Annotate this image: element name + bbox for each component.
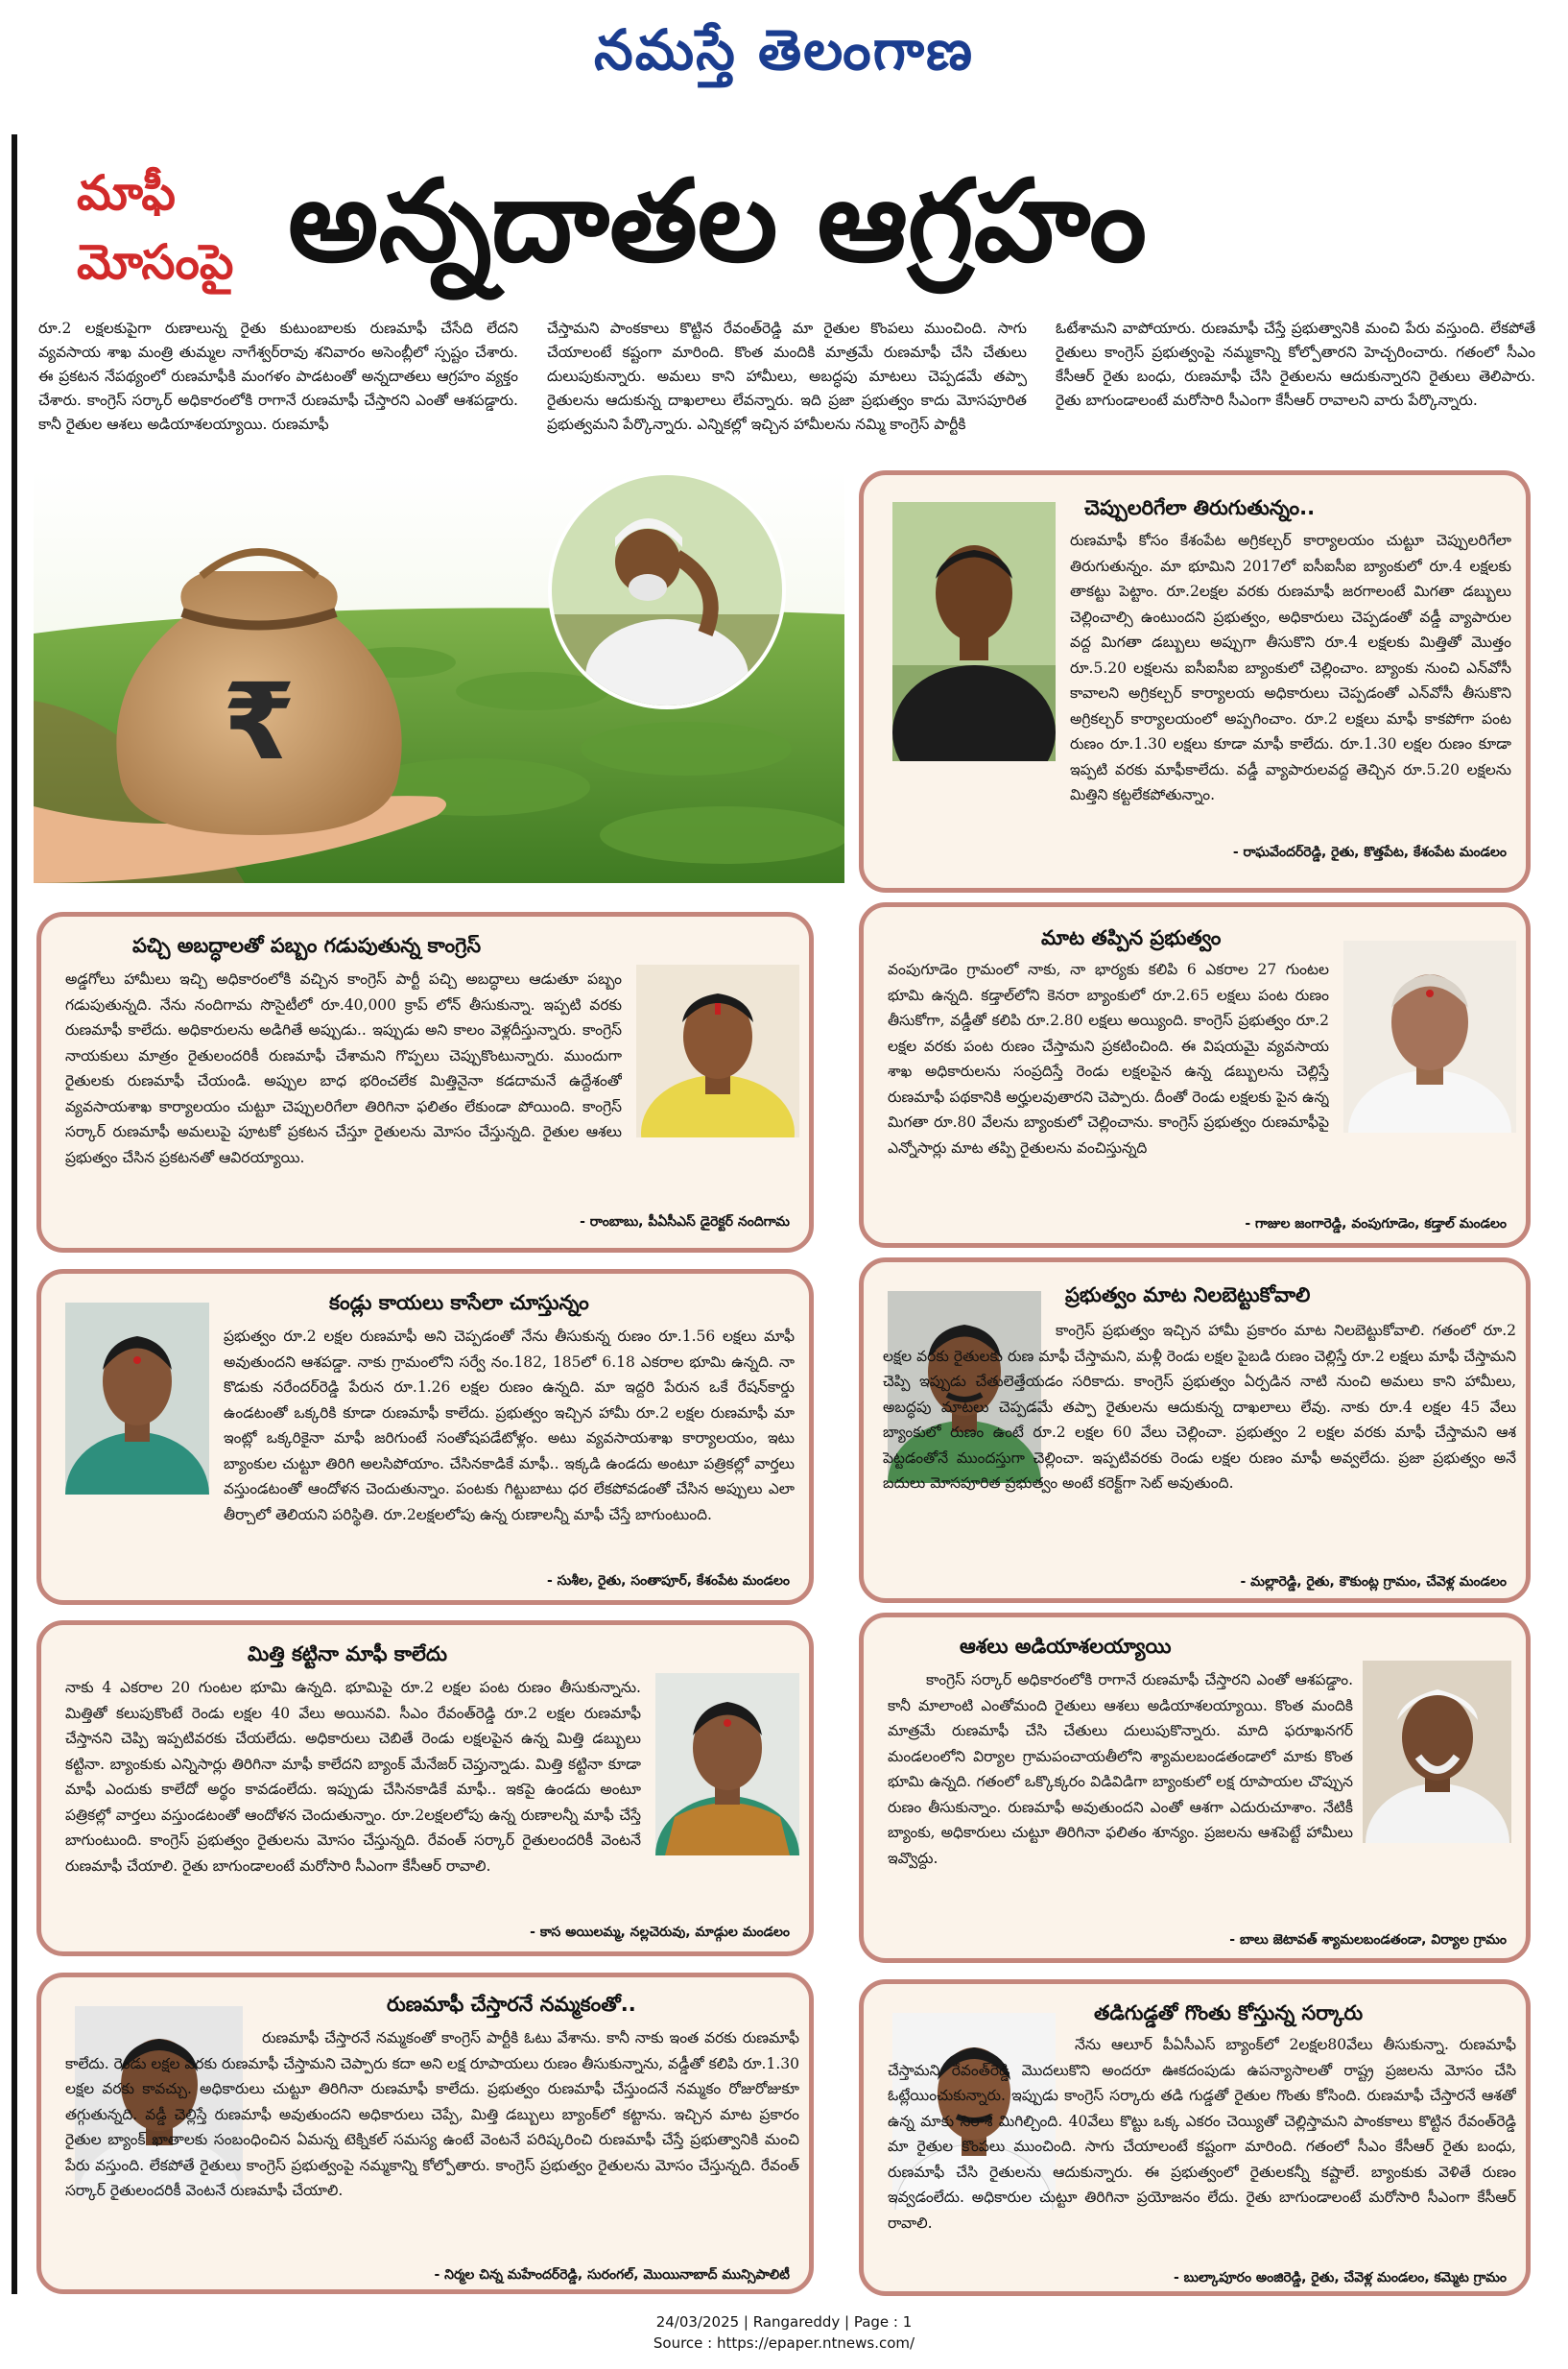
masthead: నమస్తే తెలంగాణ: [594, 17, 974, 83]
card-4-body: ప్రభుత్వం రూ.2 లక్షల రుణమాఫీ అని చెప్పడంతో నేను తీసుకున్న రుణం రూ.1.56 లక్షలు మాఫీ అవుతుందని ఆశపడ్డా. నాకు గ్రామంలోని సర్వే నం.182, 185లో 6.18 ఎకరాల భూమి ఉన్నది. నా కొడుకు నరేందర్‌రెడ్డి పేరున రూ.1.26 లక్షల రుణం ఉన్నది. మా ఇద్దరి పేరున ఒకే రేషన్‌కార్డు ఉండటంతో ఒక్కరికి కూడా రుణమాఫీ కాలేదు. ప్రభుత్వం ఇచ్చిన హామీ రూ.2 లక్షల రుణమాఫీ మా ఇంట్లో ఒక్కరికైనా మాఫీ జరిగుంటే సంతోషపడేటోళ్లం. అటు వ్యవసాయశాఖ కార్యాలయం, ఇటు బ్యాంకుల చుట్టూ తిరిగి అలసిపోయాం. చేసినకాడికే మాఫీ.. ఇక్కడి ఉండదు అంటూ పత్రికల్లో వార్తలు వస్తుండటంతో ఆందోళన చెందుతున్నాం. పంటకు గిట్టుబాటు ధర లేకపోవడంతో చేసిన అప్పులు ఎలా తీర్చాలో తెలియని పరిస్థితి. రూ.2లక్షలలోపు ఉన్న రుణాలన్నీ మాఫీ చేస్తే బాగుంటుంది.: [224, 1328, 795, 1523]
card-3-credit: - గాజుల జంగారెడ్డి, వంపుగూడెం, కడ్తాల్ మండలం: [1245, 1216, 1507, 1232]
card-2-title: పచ్చి అబద్ధాలతో పబ్బం గడుపుతున్న కాంగ్రెస్: [132, 934, 482, 957]
lead-column-3: ఓటేశామని వాపోయారు. రుణమాఫీ చేస్తే ప్రభుత్వానికి మంచి పేరు వస్తుంది. లేకపోతే రైతులు కాంగ్రెస్ ప్రభుత్వంపై నమ్మకాన్ని కోల్పోతారని హెచ్చరించారు. గతంలో సీఎం కేసీఆర్ రైతు బంధు, రుణమాఫీ చేసి రైతులను ఆదుకున్నారని రైతులు తెలిపారు. రైతు బాగుండాలంటే మరోసారి సీఎంగా కేసీఆర్ రావాలని వారు పేర్కొన్నారు.: [1056, 320, 1535, 409]
card-2-body: అడ్డగోలు హామీలు ఇచ్చి అధికారంలోకి వచ్చిన కాంగ్రెస్ పార్టీ పచ్చి అబద్ధాలు ఆడుతూ పబ్బం గడుపుతున్నది. నేను నందిగామ సొసైటీలో రూ.40,000 క్రాప్ లోన్ తీసుకున్నా. ఇప్పటి వరకు రుణమాఫీ కాలేదు. అధికారులను అడిగితే అప్పుడు.. ఇప్పుడు అని కాలం వెళ్లదీస్తున్నారు. కాంగ్రెస్ నాయకులు మాత్రం రైతులందరికీ రుణమాఫీ చేశామని గొప్పలు చెప్పుకొంటున్నారు. ముందుగా రైతులకు రుణమాఫీ చేయండి. అప్పుల బాధ భరించలేక మిత్తినైనా కడదామనే ఉద్దేశంతో వ్యవసాయశాఖ కార్యాలయం చుట్టూ చెప్పులరిగేలా తిరిగినా ఫలితం లేకుండా పోయింది. కాంగ్రెస్ సర్కార్ రుణమాఫీ అమలుపై పూటకో ప్రకటన చేస్తూ రైతులను మోసం చేస్తున్నది. రైతుల ఆశలు ప్రభుత్వం చేసిన ప్రకటనతో ఆవిరయ్యాయి.: [65, 970, 622, 1166]
card-7-person-image: [1363, 1661, 1511, 1843]
card-5-title: ప్రభుత్వం మాట నిలబెట్టుకోవాలి: [1065, 1283, 1311, 1306]
page-footer: [0, 2311, 1568, 2354]
card-6-credit: - కాస అయిలమ్మ, నల్లచెరువు, మాడ్గుల మండలం: [530, 1925, 790, 1940]
testimony-card-3: [859, 902, 1531, 1248]
svg-text:₹: ₹: [222, 660, 297, 783]
card-1-photo: [892, 502, 1056, 761]
headline-main: అన్నదాతల ఆగ్రహం: [288, 155, 1147, 287]
lead-column-2: చేస్తామని పాంకకాలు కొట్టిన రేవంత్‌రెడ్డి మా రైతుల కొంపలు ముంచింది. సాగు చేయాలంటే కష్టంగా మారింది. కొంత మందికి మాత్రమే రుణమాఫీ చేసి చేతులు దులుపుకున్నారు. అమలు కాని హామీలు, అబద్ధపు మాటలు చెప్పడమే తప్పా రైతులను ఆదుకున్న దాఖలాలు లేవన్నారు. ఇది ప్రజా ప్రభుత్వం కాదు మోసపూరిత ప్రభుత్వమని పేర్కొన్నారు. ఎన్నికల్లో ఇచ్చిన హామీలను నమ్మి కాంగ్రెస్ పార్టీకి: [547, 320, 1027, 433]
card-1-title: చెప్పులరిగేలా తిరుగుతున్నం..: [1084, 496, 1316, 519]
footer-edition-info: 24/03/2025 | Rangareddy | Page : 1: [655, 2313, 913, 2331]
testimony-card-5: [859, 1257, 1531, 1603]
card-8-credit: - నిర్మల చిన్న మహేందర్‌రెడ్డి, సురంగల్, మొయినాబాద్ మున్సిపాలిటీ: [434, 2267, 790, 2283]
lead-column-1: రూ.2 లక్షలకుపైగా రుణాలున్న రైతు కుటుంబాలకు రుణమాఫీ చేసేది లేదని వ్యవసాయ శాఖ మంత్రి తుమ్మల నాగేశ్వర్‌రావు శనివారం అసెంబ్లీలో స్పష్టం చేశారు. ఈ ప్రకటన నేపథ్యంలో రుణమాఫీకి మంగళం పాడటంతో అన్నదాతలు ఆగ్రహం వ్యక్తం చేశారు. కాంగ్రెస్ సర్కార్ అధికారంలోకి రాగానే రుణమాఫీ చేస్తారని ఎంతో ఆశపడ్డారు. కానీ రైతుల ఆశలు అడియాశలయ్యాయి. రుణమాఫీ: [38, 320, 518, 433]
card-5-credit: - మల్లారెడ్డి, రైతు, కౌకుంట్ల గ్రామం, చేవెళ్ల మండలం: [1240, 1574, 1507, 1590]
card-6-person-image: [655, 1673, 799, 1855]
card-3-title: మాట తప్పిన ప్రభుత్వం: [1041, 926, 1222, 949]
card-1-credit: - రాఘవేందర్‌రెడ్డి, రైతు, కొత్తపేట, కేశంపేట మండలం: [1232, 845, 1507, 860]
testimony-card-7: [859, 1613, 1531, 1963]
testimony-card-4: [36, 1269, 814, 1605]
card-8-title: రుణమాఫీ చేస్తారనే నమ్మకంతో..: [387, 1993, 636, 2016]
headline-kicker: [77, 158, 288, 297]
card-2-person-image: [636, 965, 799, 1137]
card-7-title: ఆశలు అడియాశలయ్యాయి: [960, 1635, 1172, 1658]
card-2-credit: - రాంబాబు, పీఏసీఎస్ డైరెక్టర్ నందిగామ: [580, 1214, 790, 1230]
testimony-card-2: [36, 912, 814, 1253]
card-6-title: మిత్తి కట్టినా మాఫీ కాలేదు: [248, 1642, 447, 1665]
card-9-credit: - బుల్కాపూరం అంజిరెడ్డి, రైతు, చేవెళ్ల మండలం, కమ్మెట గ్రామం: [1173, 2270, 1507, 2285]
card-9-title: తడిగుడ్డతో గొంతు కోస్తున్న సర్కారు: [1094, 2001, 1364, 2024]
card-3-person-image: [1343, 941, 1516, 1133]
card-2-photo: [636, 965, 799, 1137]
testimony-card-1: [859, 470, 1531, 893]
headline-kicker-line-1: మాఫీ: [77, 165, 176, 221]
card-9-body: నేను ఆలూర్ పీఏసీఎస్ బ్యాంక్‌లో 2లక్షల80వేలు తీసుకున్నా. రుణమాఫీ చేస్తామని రేవంత్‌రెడ్డి మొదలుకొని అందరూ ఊకదంపుడు ఉపన్యాసాలతో రాష్ట్ర ప్రజలను మోసం చేసి ఓట్లేయించుకున్నారు. ఇప్పుడు కాంగ్రెస్ సర్కారు తడి గుడ్డతో రైతుల గొంతు కోసింది. రుణమాఫీ చేస్తారనే ఆశతో ఉన్న మాకు నిరాశే మిగిల్చింది. 40వేలు కొట్టు ఒక్క ఎకరం చెయ్యితో చెల్లిస్తామని పాంకకాలు కొట్టిన రేవంత్‌రెడ్డి మా రైతుల కొంపలు ముంచింది. సాగు చేయాలంటే కష్టంగా మారింది. గతంలో సీఎం కేసీఆర్ రైతు బంధు, రుణమాఫీ చేసి రైతులను ఆదుకున్నారు. ఈ ప్రభుత్వంలో రైతులకన్నీ కష్టాలే. బ్యాంకుకు వెళితే రుణం ఇవ్వడంలేదు. అధికారుల చుట్టూ తిరిగినా ప్రయోజనం లేదు. రైతు బాగుండాలంటే మరోసారి సీఎంగా కేసీఆర్ రావాలి.: [888, 2036, 1516, 2232]
hero-illustration: [34, 470, 844, 883]
card-1-person-image: [892, 502, 1056, 761]
testimony-card-9: [859, 1979, 1531, 2296]
card-6-body: నాకు 4 ఎకరాల 20 గుంటల భూమి ఉన్నది. భూమిపై రూ.2 లక్షల పంట రుణం తీసుకున్నాను. మిత్తితో కలుపుకొంటే రెండు లక్షల 40 వేలు అయినవి. సీఎం రేవంత్‌రెడ్డి రూ.2 లక్షల రుణమాఫీ చేస్తానని చెప్పి ఇప్పటివరకు చేయలేదు. అధికారులు చెబితే రెండు లక్షలపైన ఉన్న మిత్తి డబ్బులు కట్టినా. బ్యాంకుకు ఎన్నిసార్లు తిరిగినా మాఫీ కాలేదని బ్యాంక్ మేనేజర్ చెప్తున్నాడు. మిత్తి కట్టినా కూడా మాఫీ ఎందుకు కాలేదో అర్థం కావడంలేదు. ఇప్పుడు చేసినకాడికే మాఫీ.. ఇకపై ఉండదు అంటూ పత్రికల్లో వార్తలు వస్తుండటంతో ఆందోళన చెందుతున్నాం. రూ.2లక్షలలోపు ఉన్న రుణాలన్నీ మాఫీ చేస్తే బాగుంటుంది. కాంగ్రెస్ ప్రభుత్వం రైతులను మోసం చేస్తున్నది. రేవంత్ సర్కార్ రైతులందరికీ వెంటనే రుణమాఫీ చేయాలి. రైతు బాగుండాలంటే మరోసారి సీఎంగా కేసీఆర్ రావాలి.: [65, 1679, 641, 1875]
card-7-credit: - బాలు జెటావత్ శ్యామలబండతండా, విర్యాల గ్రామం: [1229, 1932, 1507, 1948]
card-6-photo: [655, 1673, 799, 1855]
card-4-title: కండ్లు కాయలు కాసేలా చూస్తున్నం: [329, 1291, 589, 1314]
card-7-body: కాంగ్రెస్ సర్కార్ అధికారంలోకి రాగానే రుణమాఫీ చేస్తారని ఎంతో ఆశపడ్డాం. కానీ మాలాంటి ఎంతోమంది రైతులు ఆశలు అడియాశలయ్యాయి. కొంత మందికి మాత్రమే రుణమాఫీ చేసి చేతులు దులుపుకొన్నారు. మాది ఫరూఖనగర్ మండలంలోని విర్యాల గ్రామపంచాయతీలోని శ్యామలబండతండాలో మాకు కొంత భూమి ఉన్నది. గతంలో ఒక్కొక్కరం విడివిడిగా బ్యాంకులో లక్ష రూపాయల చొప్పున రుణం తీసుకున్నాం. రుణమాఫీ అవుతుందని ఎంతో ఆశగా ఎదురుచూశాం. నేటికీ బ్యాంకు, అధికారులు చుట్టూ తిరిగినా ఫలితం శూన్యం. ప్రజలను ఆశపెట్టే హామీలు ఇవ్వొద్దు.: [888, 1671, 1353, 1867]
testimony-card-8: [36, 1973, 814, 2294]
card-8-body: రుణమాఫీ చేస్తారనే నమ్మకంతో కాంగ్రెస్ పార్టీకి ఓటు వేశాను. కానీ నాకు ఇంత వరకు రుణమాఫీ కాలేదు. రెండు లక్షల వరకు రుణమాఫీ చేస్తామని చెప్పారు కదా అని లక్ష రూపాయలు రుణం తీసుకున్నాను, వడ్డీతో కలిపి రూ.1.30 లక్షల వరకు కావచ్చు. అధికారులు చుట్టూ తిరిగినా రుణమాఫీ కాలేదు. ప్రభుత్వం రుణమాఫీ చేస్తుందనే నమ్మకం రోజురోజుకూ తగ్గుతున్నది. వడ్డీ చెల్లిస్తే రుణమాఫీ అవుతుందని అధికారులు చెప్పే, మిత్తి డబ్బులు బ్యాంక్‌లో కట్టాను. ఇచ్చిన మాట ప్రకారం రైతుల బ్యాంక్ ఖాతాలకు సంబంధించిన ఏమన్న టెక్నికల్ సమస్య ఉంటే వెంటనే పరిష్కరించి రుణమాఫీ చేస్తే ప్రభుత్వానికి మంచి పేరు వస్తుంది. లేకపోతే రైతులు కాంగ్రెస్ ప్రభుత్వంపై నమ్మకాన్ని కోల్పోతారు. కాంగ్రెస్ ప్రభుత్వం రైతులను మోసం చేస్తున్నది. రేవంత్ సర్కార్ రైతులందరికీ వెంటనే రుణమాఫీ చేయాలి.: [65, 2029, 799, 2199]
card-4-credit: - సుశీల, రైతు, సంతాపూర్, కేశంపేట మండలం: [546, 1573, 790, 1589]
card-5-body: కాంగ్రెస్ ప్రభుత్వం ఇచ్చిన హామీ ప్రకారం మాట నిలబెట్టుకోవాలి. గతంలో రూ.2 లక్షల వరకు రైతులకు రుణ మాఫీ చేస్తామని, మళ్లీ రెండు లక్షల పైబడి రుణం చెల్లిస్తే రూ.2 లక్షలు మాఫీ చేస్తామని చెప్పి ఇప్పుడు చేతులెత్తేయడం సరికాదు. కాంగ్రెస్ ప్రభుత్వం ఏర్పడిన నాటి నుంచి అమలు కాని హామీలు, అబద్ధపు మాటలు చెప్పడమే తప్పా రైతులను ఆదుకున్న దాఖలాలు లేవు. నాకు రూ.4 లక్షల 45 వేలు బ్యాంకులో రుణం ఉంటే రూ.2 లక్షల 60 వేలు చెల్లించా. ప్రభుత్వం 2 లక్షల వరకు మాఫీ చేస్తామని ఆశ పెట్టడంతోనే ముందస్తుగా చెల్లించా. ఇప్పటివరకు రెండు లక్షల రుణం మాఫీ అవ్వలేదు. ప్రజా ప్రభుత్వం అనే బదులు మోసపూరిత ప్రభుత్వం అంటే కరెక్ట్‌గా సెట్ అవుతుంది.: [883, 1322, 1516, 1492]
hero-illustration-svg: [34, 470, 844, 883]
card-1-body: రుణమాఫీ కోసం కేశంపేట అగ్రికల్చర్ కార్యాలయం చుట్టూ చెప్పులరిగేలా తిరుగుతున్నం. మా భూమిని 2017లో ఐసీఐసీఐ బ్యాంకులో రూ.4 లక్షలకు తాకట్టు పెట్టాం. రూ.2లక్షల వరకు రుణమాఫీ జరగాలంటే మిగతా డబ్బులు చెల్లించాల్సి ఉంటుందని ప్రభుత్వం, అధికారులు చెప్పడంతో వడ్డీ వ్యాపారుల వద్ద మిగతా డబ్బులు అప్పుగా తీసుకొని రూ.4 లక్షలకు మిత్తితో మొత్తం రూ.5.20 లక్షలను ఐసీఐసీఐ బ్యాంకులో చెల్లించాం. బ్యాంకు నుంచి ఎన్‌వోసీ కావాలని అగ్రికల్చర్ కార్యాలయ అధికారులు చెప్పడంతో ఎన్‌వోసీ తీసుకొని అగ్రికల్చర్ కార్యాలయంలో అప్పగించాం. రూ.2 లక్షలు మాఫీ కాకపోగా పంట రుణం రూ.1.30 లక్షలు కూడా మాఫీ కాలేదు. రూ.1.30 లక్షల రుణం కూడా ఇప్పటి వరకు మాఫీకాలేదు. వడ్డీ వ్యాపారులవద్ద తెచ్చిన రూ.5.20 లక్షలను మిత్తిని కట్టలేకపోతున్నాం.: [1070, 532, 1511, 803]
card-4-person-image: [65, 1303, 209, 1495]
left-rule: [12, 134, 17, 2294]
card-7-photo: [1363, 1661, 1511, 1843]
card-3-body: వంపుగూడెం గ్రామంలో నాకు, నా భార్యకు కలిపి 6 ఎకరాల 27 గుంటల భూమి ఉన్నది. కడ్తాల్‌లోని కెనరా బ్యాంకులో రూ.2.65 లక్షలు పంట రుణం తీసుకోగా, వడ్డీతో కలిపి రూ.2.80 లక్షలు అయ్యింది. కాంగ్రెస్ ప్రభుత్వం రూ.2 లక్షల వరకు పంట రుణం చేస్తామని ప్రకటించింది. ఈ విషయమై వ్యవసాయ శాఖ అధికారులను సంప్రదిస్తే రెండు లక్షలపైన ఉన్న డబ్బులను చెల్లిస్తే రుణమాఫీ పథకానికి అర్హులవుతారని చెప్పారు. దీంతో రెండు లక్షలకు పైన ఉన్న మిగతా రూ.80 వేలను బ్యాంకులో చెల్లించాను. కాంగ్రెస్ ప్రభుత్వం రుణమాఫీపై ఎన్నోసార్లు మాట తప్పి రైతులను వంచిస్తున్నది: [888, 961, 1329, 1157]
footer-source: Source : https://epaper.ntnews.com/: [653, 2334, 915, 2352]
testimony-card-6: [36, 1620, 814, 1956]
card-4-photo: [65, 1303, 209, 1495]
headline-kicker-line-2: మోసంపై: [77, 234, 234, 290]
card-3-photo: [1343, 941, 1516, 1133]
